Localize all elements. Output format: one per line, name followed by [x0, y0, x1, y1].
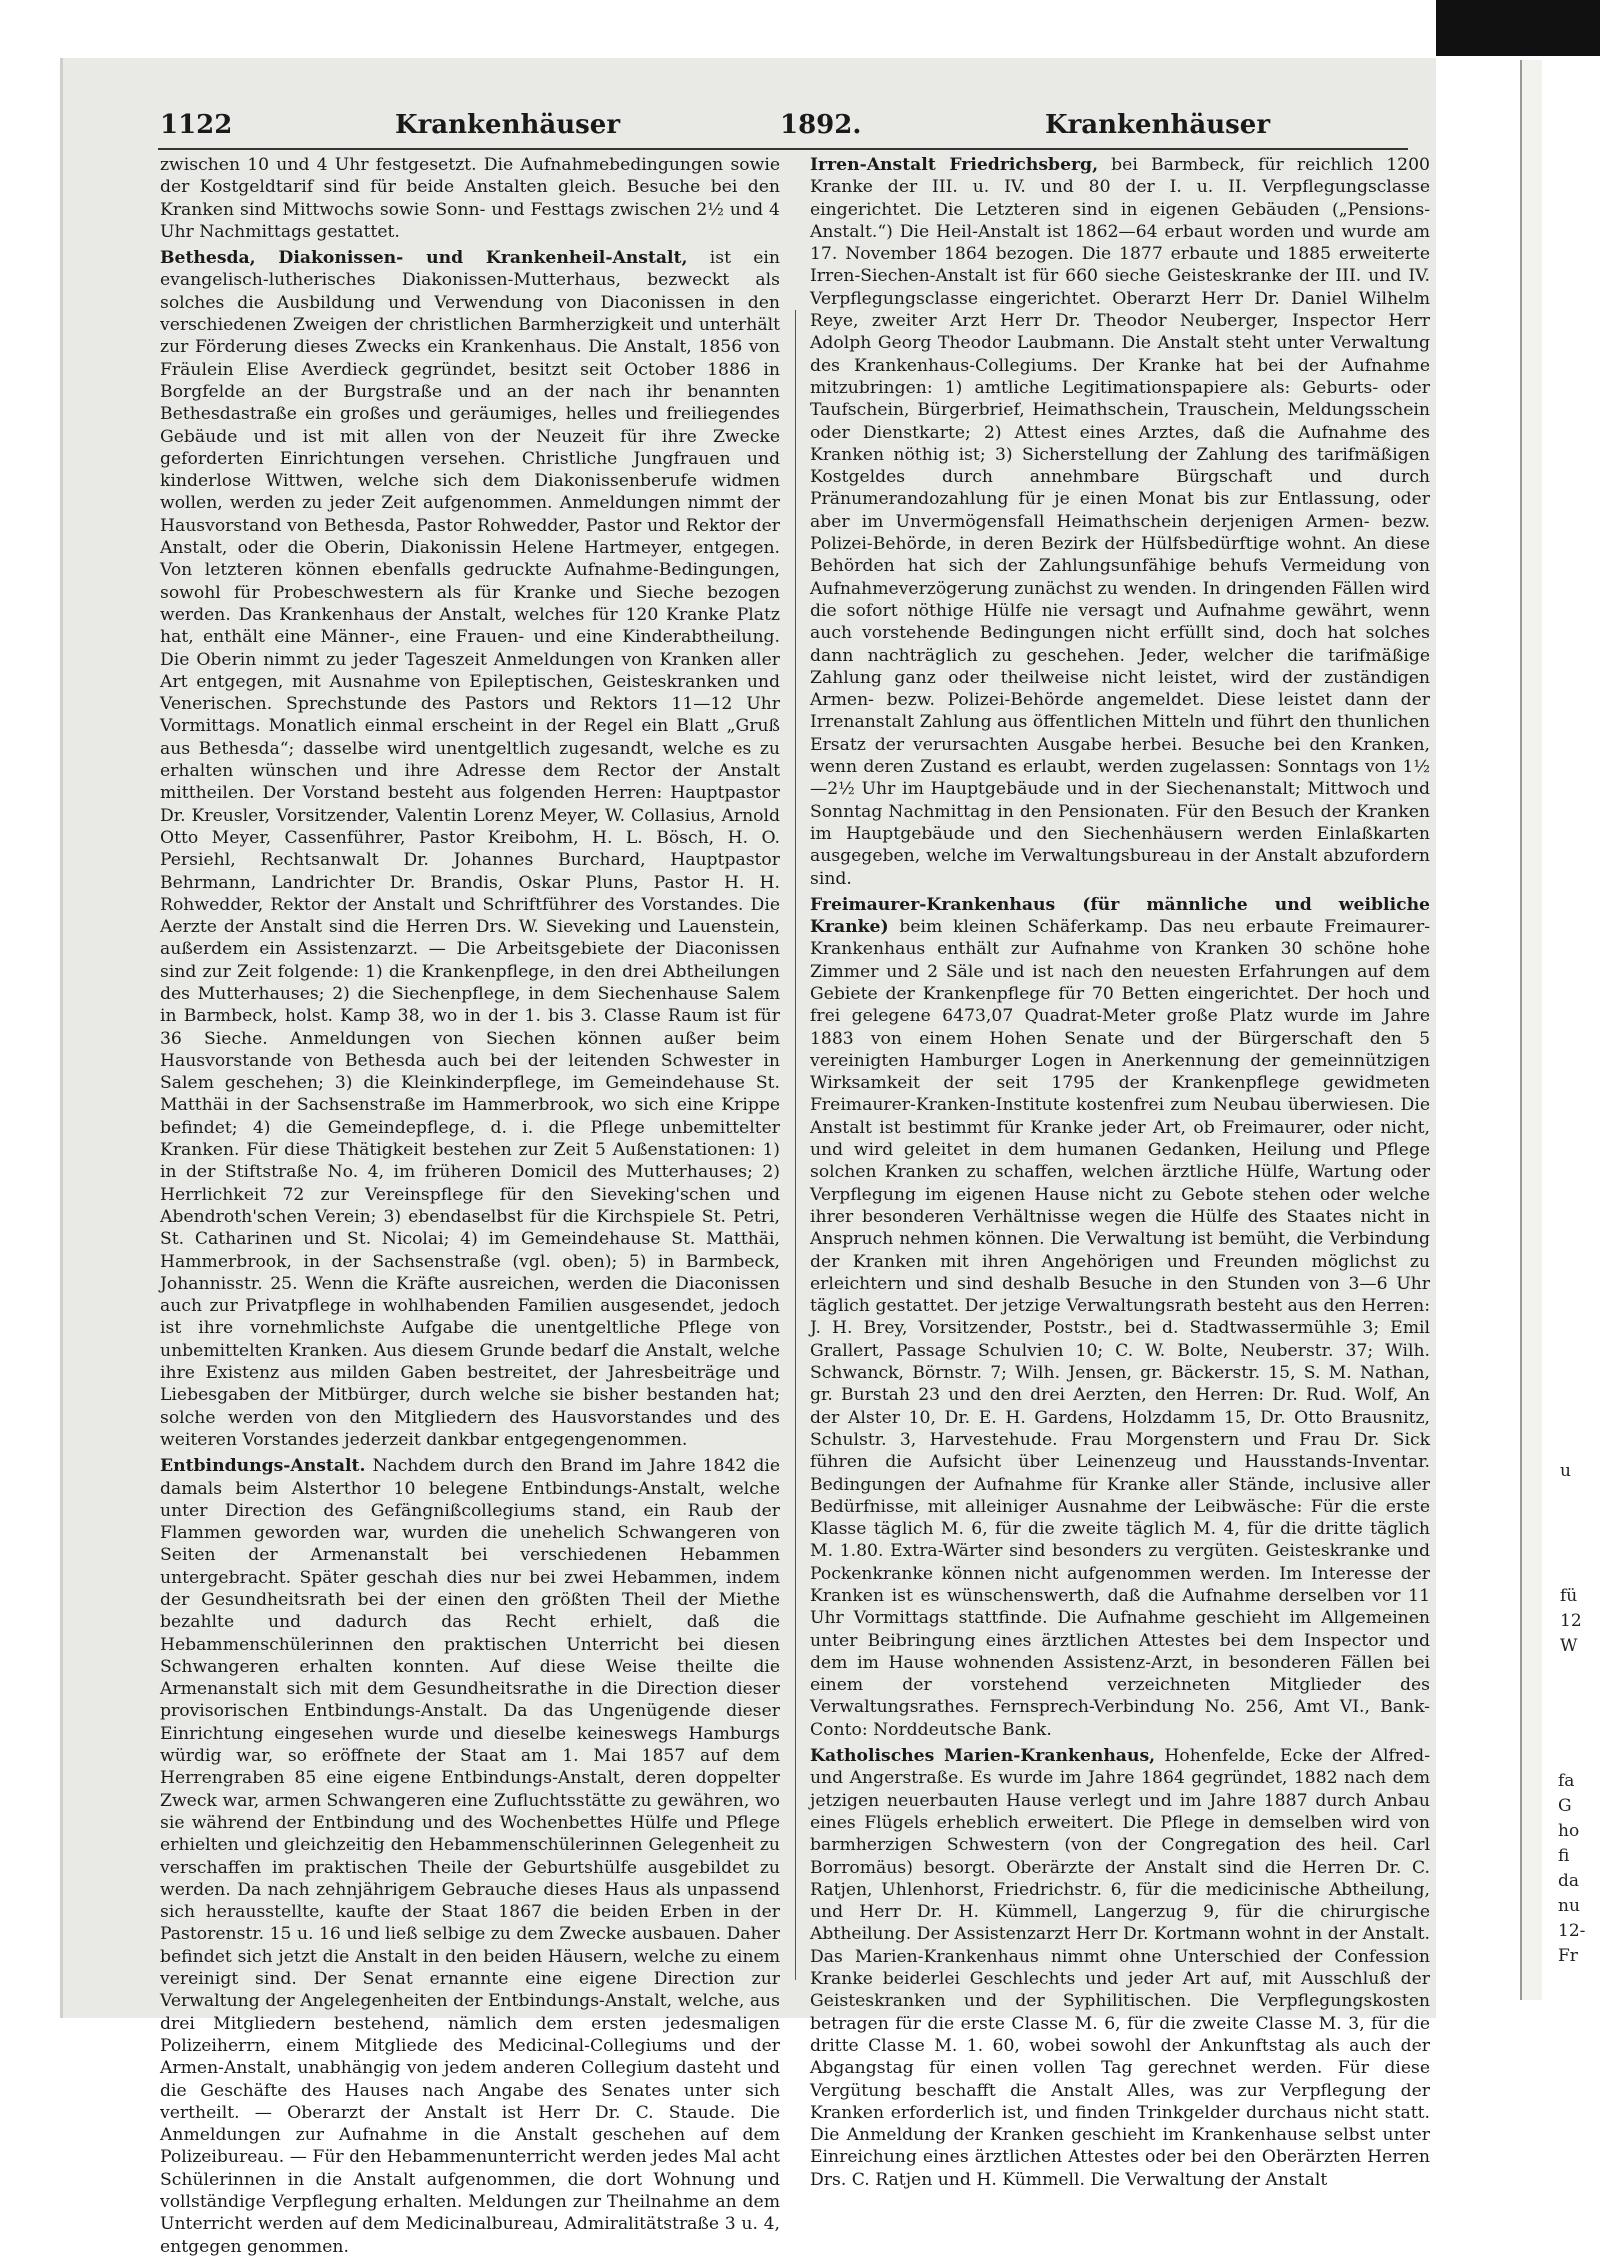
- margin-fragment: fa: [1558, 1771, 1575, 1791]
- margin-fragment: Fr: [1558, 1946, 1578, 1966]
- year: 1892.: [780, 110, 862, 140]
- paragraph: [810, 1745, 1430, 2191]
- paragraph-text: bei Barmbeck, für reichlich 1200 Kranke der III. u. IV. und 80 der I. u. II. Verpflegungsclasse eingerichtet. Die Letzteren sind in eigenen Gebäuden („Pensions-Anstalt.“) Die Heil-Anstalt ist 1862—64 erbaut worden und wurde am 17. November 1864 bezogen. Die 1877 erbaute und 1885 erweiterte Irren-Siechen-Anstalt ist für 660 sieche Geisteskranke der III. und IV. Verpflegungsclasse eingerichtet. Oberarzt Herr Dr. Daniel Wilhelm Reye, zweiter Arzt Herr Dr. Theodor Neuberger, Inspector Herr Adolph Georg Theodor Laubmann. Die Anstalt steht unter Verwaltung des Krankenhaus-Collegiums. Der Kranke hat bei der Aufnahme mitzubringen: 1) amtliche Legitimationspapiere als: Geburts- oder Taufschein, Bürgerbrief, Heimathschein, Trauschein, Meldungsschein oder Dienstkarte; 2) Attest eines Arztes, daß die Aufnahme des Kranken nöthig ist; 3) Sicherstellung der Zahlung des tarifmäßigen Kostgeldes durch annehmbare Bürgschaft und durch Pränumerandozahlung für je einen Monat bis zur Entlassung, oder aber im Unvermögensfall Heimathschein derjenigen Armen- bezw. Polizei-Behörde, in deren Bezirk der Hülfsbedürftige wohnt. An diese Behörden hat sich der Zahlungsunfähige behufs Vermeidung von Aufnahmeverzögerung zunächst zu wenden. In dringenden Fällen wird die sofort nöthige Hülfe nie versagt und Aufnahme gewährt, wenn auch vorstehende Bedingungen nicht erfüllt sind, doch hat solches dann nachträglich zu geschehen. Jeder, welcher die tarifmäßige Zahlung ganz oder theilweise nicht leistet, wird der zuständigen Armen- bezw. Polizei-Behörde angemeldet. Diese leistet dann der Irrenanstalt Zahlung aus öffentlichen Mitteln und führt den thunlichen Ersatz der verursachten Ausgabe herbei. Besuche bei den Kranken, wenn deren Zustand es erlaubt, werden zugelassen: Sonntags von 1½—2½ Uhr im Hauptgebäude und in der Siechenanstalt; Mittwoch und Sonntag Nachmittag in den Pensionaten. Für den Besuch der Kranken im Hauptgebäude und den Siechenhäusern werden Einlaßkarten ausgegeben, welche im Verwaltungsbureau in der Anstalt abzufordern sind.: [810, 155, 1430, 889]
- paragraph-heading: Katholisches Marien-Krankenhaus,: [810, 1746, 1156, 1767]
- margin-fragment: 12: [1560, 1611, 1582, 1631]
- header-rule: [158, 148, 1408, 150]
- left-running-title: Krankenhäuser: [395, 110, 621, 140]
- paragraph-heading: Freimaurer-Krankenhaus (für männliche und weibliche Kranke): [810, 894, 1430, 938]
- paragraph: [160, 1455, 780, 2258]
- paragraph: [160, 247, 780, 1451]
- paragraph-text: ist ein evangelisch-lutherisches Diakonissen-Mutterhaus, bezweckt als solches die Ausbildung und Verwendung von Diaconissen in den verschiedenen Zweigen der christlichen Barmherzigkeit und unterhält zur Förderung dieses Zwecks ein Krankenhaus. Die Anstalt, 1856 von Fräulein Elise Averdieck gegründet, besitzt seit October 1886 in Borgfelde an der Burgstraße und an der nach ihr benannten Bethesdastraße ein großes und geräumiges, helles und freiliegendes Gebäude und ist mit allen von der Neuzeit für ihre Zwecke geforderten Einrichtungen versehen. Christliche Jungfrauen und kinderlose Wittwen, welche sich dem Diakonissenberufe widmen wollen, werden zu jeder Zeit aufgenommen. Anmeldungen nimmt der Hausvorstand von Bethesda, Pastor Rohwedder, Pastor und Rektor der Anstalt, oder die Oberin, Diakonissin Helene Hartmeyer, entgegen. Von letzteren können ebenfalls gedruckte Aufnahme-Bedingungen, sowohl für Probeschwestern als für Kranke und Sieche bezogen werden. Das Krankenhaus der Anstalt, welches für 120 Kranke Platz hat, enthält eine Männer-, eine Frauen- und eine Kinderabtheilung. Die Oberin nimmt zu jeder Tageszeit Anmeldungen von Kranken aller Art entgegen, mit Ausnahme von Epileptischen, Geisteskranken und Venerischen. Sprechstunde des Pastors und Rektors 11—12 Uhr Vormittags. Monatlich einmal erscheint in der Regel ein Blatt „Gruß aus Bethesda“; dasselbe wird unentgeltlich zugesandt, welche es zu erhalten wünschen und ihre Adresse dem Rector der Anstalt mittheilen. Der Vorstand besteht aus folgenden Herren: Hauptpastor Dr. Kreusler, Vorsitzender, Valentin Lorenz Meyer, W. Collasius, Arnold Otto Meyer, Cassenführer, Pastor Kreibohm, H. L. Bösch, H. O. Persiehl, Rechtsanwalt Dr. Johannes Burchard, Hauptpastor Behrmann, Landrichter Dr. Brandis, Oskar Pluns, Pastor H. H. Rohwedder, Rektor der Anstalt und Schriftführer des Vorstandes. Die Aerzte der Anstalt sind die Herren Drs. W. Sieveking und Lauenstein, außerdem ein Assistenzarzt. — Die Arbeitsgebiete der Diaconissen sind zur Zeit folgende: 1) die Krankenpflege, in den drei Abtheilungen des Mutterhauses; 2) die Siechenpflege, in dem Siechenhause Salem in Barmbeck, holst. Kamp 38, wo in der 1. bis 3. Classe Raum ist für 36 Sieche. Anmeldungen von Siechen können außer beim Hausvorstande von Bethesda auch bei der leitenden Schwester in Salem geschehen; 3) die Kleinkinderpflege, im Gemeindehause St. Matthäi in der Sachsenstraße im Hammerbrook, wo sich eine Krippe befindet; 4) die Gemeindepflege, d. i. die Pflege unbemittelter Kranken. Für diese Thätigkeit bestehen zur Zeit 5 Außenstationen: 1) in der Stiftstraße No. 4, im früheren Domicil des Mutterhauses; 2) Herrlichkeit 72 zur Vereinspflege für den Sieveking'schen und Abendroth'schen Verein; 3) ebendaselbst für die Kirchspiele St. Petri, St. Catharinen und St. Nicolai; 4) im Gemeindehause St. Matthäi, Hammerbrook, in der Sachsenstraße (vgl. oben); 5) in Barmbeck, Johannisstr. 25. Wenn die Kräfte ausreichen, werden die Diaconissen auch zur Privatpflege in wohlhabenden Familien ausgesendet, jedoch ist ihre vornehmlichste Aufgabe die unentgeltliche Pflege von unbemittelten Kranken. Aus diesem Grunde bedarf die Anstalt, welche ihre Existenz aus milden Gaben bestreitet, der Jahresbeiträge und Liebesgaben der Mitbürger, durch welche sie bisher bestanden hat; solche werden von den Mitgliedern des Hausvorstandes und des weiteren Vorstandes jederzeit dankbar entgegengenommen.: [160, 248, 781, 1450]
- paragraph-text: zwischen 10 und 4 Uhr festgesetzt. Die Aufnahmebedingungen sowie der Kostgeldtarif sind für beide Anstalten gleich. Besuche bei den Kranken sind Mittwochs sowie Sonn- und Festtags zwischen 2½ und 4 Uhr Nachmittags gestattet.: [160, 155, 780, 242]
- next-page-edge: [1520, 60, 1542, 2000]
- margin-fragment: fü: [1560, 1586, 1578, 1606]
- paragraph-text: Nachdem durch den Brand im Jahre 1842 die damals beim Alsterthor 10 belegene Entbindungs-Anstalt, welche unter Direction des Gefängnißcollegiums stand, ein Raub der Flammen geworden war, wurden die unehelich Schwangeren von Seiten der Armenanstalt bei verschiedenen Hebammen untergebracht. Später geschah dies nur bei zwei Hebammen, indem der Gesundheitsrath bei der einen den größten Theil der Miethe bezahlte und dadurch das Recht erhielt, daß die Hebammenschülerinnen den praktischen Unterricht bei diesen Schwangeren erhalten konnten. Auf diese Weise theilte die Armenanstalt sich mit dem Gesundheitsrathe in die Direction dieser provisorischen Entbindungs-Anstalt. Da das Ungenügende dieser Einrichtung eingesehen wurde und dieselbe keineswegs Hamburgs würdig war, so eröffnete der Staat am 1. Mai 1857 auf dem Herrengraben 85 eine eigene Entbindungs-Anstalt, deren doppelter Zweck war, armen Schwangeren eine Zufluchtsstätte zu gewähren, wo sie während der Entbindung und des Wochenbettes Hülfe und Pflege erhielten und gleichzeitig den Hebammenschülerinnen Gelegenheit zu verschaffen im praktischen Theile der Geburtshülfe ausgebildet zu werden. Da nach zehnjährigem Gebrauche dieses Haus als unpassend sich herausstellte, kaufte der Staat 1867 die beiden Erben in der Pastorenstr. 15 u. 16 und ließ selbige zu dem Zwecke ausbauen. Daher befindet sich jetzt die Anstalt in den beiden Häusern, welche zu einem vereinigt sind. Der Senat ernannte eine eigene Direction zur Verwaltung der Angelegenheiten der Entbindungs-Anstalt, welche, aus drei Mitgliedern bestehend, nämlich dem ersten jedesmaligen Polizeiherrn, einem Mitgliede des Medicinal-Collegiums und der Armen-Anstalt, unabhängig von jedem anderen Collegium dasteht und die Geschäfte des Hauses nach Angabe des Senates unter sich vertheilt. — Oberarzt der Anstalt ist Herr Dr. C. Staude. Die Anmeldungen zur Aufnahme in die Anstalt geschehen auf dem Polizeibureau. — Für den Hebammenunterricht werden jedes Mal acht Schülerinnen in die Anstalt aufgenommen, die dort Wohnung und vollständige Verpflegung erhalten. Meldungen zur Theilnahme an dem Unterricht werden auf dem Medicinalbureau, Admiralitätstraße 3 u. 4, entgegen genommen.: [160, 1456, 781, 2257]
- margin-fragment: G: [1558, 1796, 1572, 1816]
- margin-fragment: W: [1560, 1636, 1578, 1656]
- margin-fragment: u: [1560, 1461, 1571, 1481]
- paragraph-heading: Entbindungs-Anstalt.: [160, 1456, 366, 1477]
- paragraph: [160, 154, 780, 243]
- margin-fragment: da: [1558, 1871, 1580, 1891]
- paragraph: [810, 894, 1430, 1741]
- margin-fragment: fi: [1558, 1846, 1570, 1866]
- margin-fragment: nu: [1558, 1896, 1580, 1916]
- right-running-title: Krankenhäuser: [1045, 110, 1271, 140]
- margin-fragment: 12-: [1558, 1921, 1586, 1941]
- margin-fragment: ho: [1558, 1821, 1580, 1841]
- column-rule: [795, 310, 796, 1980]
- paragraph: [810, 154, 1430, 890]
- paragraph-heading: Irren-Anstalt Friedrichsberg,: [810, 155, 1099, 175]
- paragraph-text: beim kleinen Schäferkamp. Das neu erbaute Freimaurer-Krankenhaus enthält zur Aufnahme von Kranken 30 schöne hohe Zimmer und 2 Säle und ist nach den neuesten Erfahrungen auf dem Gebiete der Krankenpflege für 70 Betten eingerichtet. Der hoch und frei gelegene 6473,07 Quadrat-Meter große Platz wurde im Jahre 1883 von einem Hohen Senate und der Bürgerschaft den 5 vereinigten Hamburger Logen in Anerkennung der gemeinnützigen Wirksamkeit der seit 1795 der Krankenpflege gewidmeten Freimaurer-Kranken-Institute kostenfrei zum Neubau überwiesen. Die Anstalt ist bestimmt für Kranke jeder Art, ob Freimaurer, oder nicht, und wird geleitet in dem humanen Gedanken, Heilung und Pflege solchen Kranken zu schaffen, welchen ärztliche Hülfe, Wartung oder Verpflegung im eigenen Hause nicht zu Gebote stehen oder welche ihrer besonderen Verhältnisse wegen die Hülfe des Staates nicht in Anspruch nehmen können. Die Verwaltung ist bemüht, die Verbindung der Kranken mit ihren Angehörigen und Freunden möglichst zu erleichtern und sind deshalb Besuche in den Stunden von 3—6 Uhr täglich gestattet. Der jetzige Verwaltungsrath besteht aus den Herren: J. H. Brey, Vorsitzender, Poststr., bei d. Stadtwassermühle 3; Emil Grallert, Passage Schulvien 10; C. W. Bolte, Neuberstr. 37; Wilh. Schwanck, Börnstr. 7; Wilh. Jensen, gr. Bäckerstr. 15, S. M. Nathan, gr. Burstah 23 und den drei Aerzten, den Herren: Dr. Rud. Wolf, An der Alster 10, Dr. E. H. Gardens, Holzdamm 15, Dr. Otto Brausnitz, Schulstr. 3, Harvestehude. Frau Morgenstern und Frau Dr. Sick führen die Aufsicht über Leinenzeug und Hausstands-Inventar. Bedingungen der Aufnahme für Kranke aller Stände, inclusive aller Bedürfnisse, mit alleiniger Ausnahme der Leibwäsche: Für die erste Klasse täglich M. 6, für die zweite täglich M. 4, für die dritte täglich M. 1.80. Extra-Wärter sind besonders zu vergüten. Geisteskranke und Pockenkranke können nicht aufgenommen werden. Im Interesse der Kranken ist es wünschenswerth, daß die Aufnahme derselben vor 11 Uhr Vormittags stattfinde. Die Aufnahme geschieht im Allgemeinen unter Beibringung eines ärztlichen Attestes bei dem Inspector und dem im Hause wohnenden Assistenz-Arzt, in besonderen Fällen bei einem der vorstehend verzeichneten Mitglieder des Verwaltungsrathes. Fernsprech-Verbindung No. 256, Amt VI., Bank-Conto: Norddeutsche Bank.: [810, 917, 1431, 1740]
- scanner-edge-bar: [1436, 0, 1600, 56]
- page-number: 1122: [160, 110, 233, 140]
- right-column: [810, 154, 1431, 2190]
- paragraph-heading: Bethesda, Diakonissen- und Krankenheil-Anstalt,: [160, 248, 688, 269]
- paragraph-text: Hohenfelde, Ecke der Alfred- und Angerstraße. Es wurde im Jahre 1864 gegründet, 1882 nach dem jetzigen neuerbauten Hause verlegt und im Jahre 1887 durch Anbau eines Flügels erheblich erweitert. Die Pflege in demselben wird von barmherzigen Schwestern (von der Congregation des heil. Carl Borromäus) besorgt. Oberärzte der Anstalt sind die Herren Dr. C. Ratjen, Uhlenhorst, Friedrichstr. 6, für die medicinische Abtheilung, und Herr Dr. H. Kümmell, Langerzug 9, für die chirurgische Abtheilung. Der Assistenzarzt Herr Dr. Kortmann wohnt in der Anstalt. Das Marien-Krankenhaus nimmt ohne Unterschied der Confession Kranke beiderlei Geschlechts und jeder Art auf, mit Ausschluß der Geisteskranken und der Syphilitischen. Die Verpflegungskosten betragen für die erste Classe M. 6, für die zweite Classe M. 3, für die dritte Classe M. 1. 60, wobei sowohl der Ankunftstag als auch der Abgangstag für einen vollen Tag gerechnet werden. Für diese Vergütung beschafft die Anstalt Alles, was zur Verpflegung der Kranken erforderlich ist, und finden Trinkgelder durchaus nicht statt. Die Anmeldung der Kranken geschieht im Krankenhause selbst unter Einreichung eines ärztlichen Attestes oder bei den Oberärzten Herren Drs. C. Ratjen und H. Kümmell. Die Verwaltung der Anstalt: [810, 1746, 1430, 2190]
- left-column: [160, 154, 781, 2257]
